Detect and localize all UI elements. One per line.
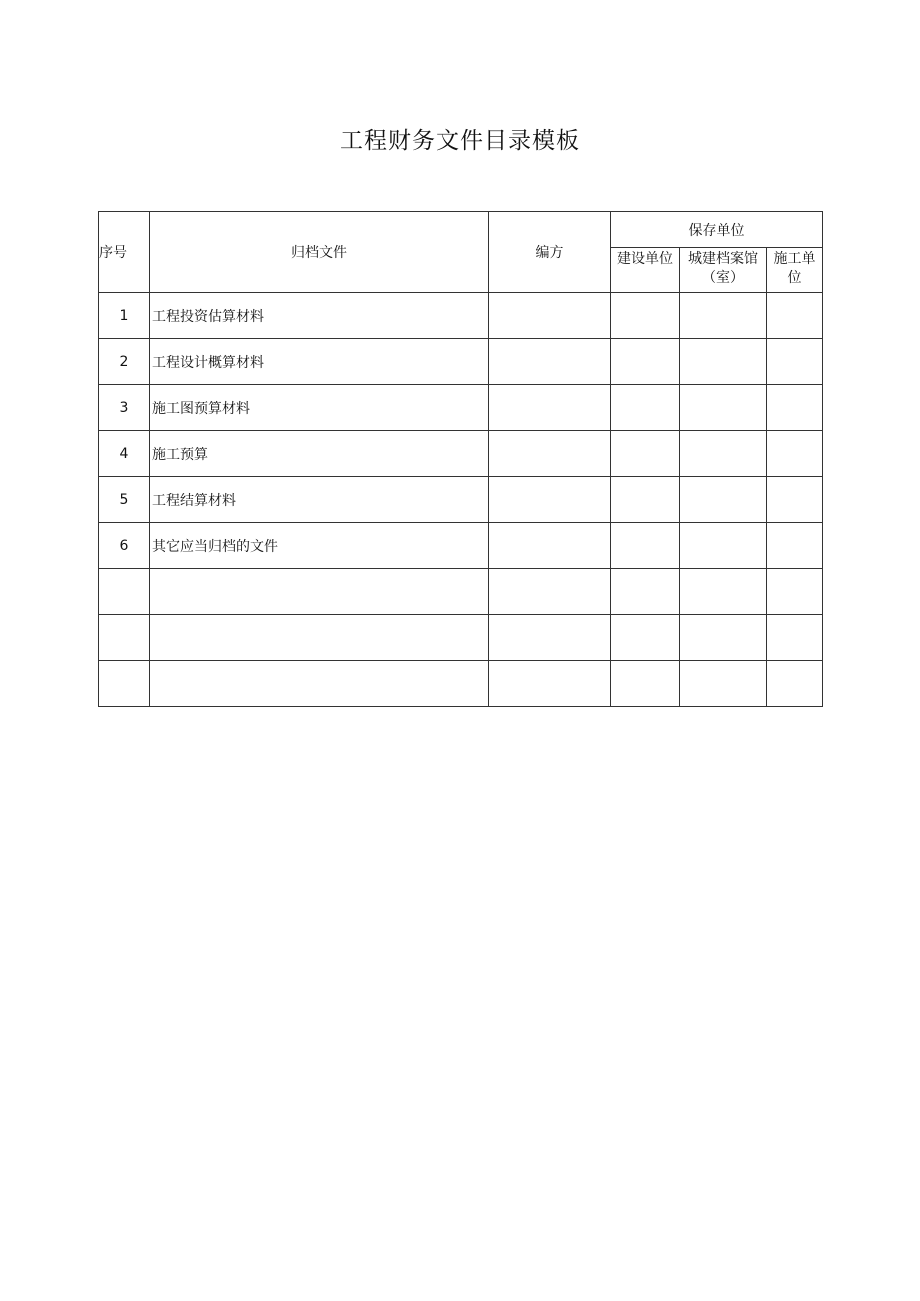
cell-contractor: [767, 615, 823, 661]
cell-contractor: [767, 339, 823, 385]
cell-construction-unit: [611, 385, 680, 431]
cell-seq: [99, 661, 150, 707]
cell-document: 施工图预算材料: [150, 385, 489, 431]
table-row: [99, 523, 823, 569]
table-row: [99, 339, 823, 385]
cell-contractor: [767, 523, 823, 569]
cell-compiler: [489, 615, 611, 661]
cell-construction-unit: [611, 615, 680, 661]
cell-compiler: [489, 477, 611, 523]
cell-contractor: [767, 477, 823, 523]
header-city-archive: 城建档案馆（室）: [680, 248, 767, 293]
table-row: [99, 293, 823, 339]
cell-city-archive: [680, 339, 767, 385]
cell-document: [150, 569, 489, 615]
cell-document: 其它应当归档的文件: [150, 523, 489, 569]
cell-city-archive: [680, 523, 767, 569]
cell-construction-unit: [611, 431, 680, 477]
header-document: 归档文件: [150, 212, 489, 293]
cell-document: [150, 615, 489, 661]
table-row: [99, 569, 823, 615]
cell-construction-unit: [611, 523, 680, 569]
cell-contractor: [767, 569, 823, 615]
table-row: [99, 615, 823, 661]
header-seq: 序号: [99, 212, 150, 293]
cell-seq: 3: [99, 385, 150, 431]
cell-construction-unit: [611, 661, 680, 707]
table-row: [99, 385, 823, 431]
cell-contractor: [767, 661, 823, 707]
cell-compiler: [489, 293, 611, 339]
cell-seq: 6: [99, 523, 150, 569]
cell-document: 工程结算材料: [150, 477, 489, 523]
cell-compiler: [489, 385, 611, 431]
header-storage-unit: 保存单位: [611, 212, 823, 248]
cell-compiler: [489, 661, 611, 707]
header-construction-unit: 建设单位: [611, 248, 680, 293]
cell-compiler: [489, 339, 611, 385]
cell-document: 施工预算: [150, 431, 489, 477]
cell-city-archive: [680, 385, 767, 431]
cell-compiler: [489, 431, 611, 477]
cell-document: 工程投资估算材料: [150, 293, 489, 339]
cell-city-archive: [680, 431, 767, 477]
cell-compiler: [489, 569, 611, 615]
cell-construction-unit: [611, 293, 680, 339]
cell-compiler: [489, 523, 611, 569]
table-header: [99, 212, 823, 293]
cell-city-archive: [680, 569, 767, 615]
table-body: [99, 293, 823, 707]
cell-contractor: [767, 293, 823, 339]
cell-city-archive: [680, 477, 767, 523]
cell-city-archive: [680, 661, 767, 707]
header-contractor: 施工单位: [767, 248, 823, 293]
header-compiler: 编方: [489, 212, 611, 293]
cell-city-archive: [680, 293, 767, 339]
cell-city-archive: [680, 615, 767, 661]
table-row: [99, 661, 823, 707]
cell-seq: 4: [99, 431, 150, 477]
cell-seq: 2: [99, 339, 150, 385]
page-title: 工程财务文件目录模板: [340, 128, 580, 154]
cell-contractor: [767, 431, 823, 477]
cell-document: 工程设计概算材料: [150, 339, 489, 385]
cell-seq: [99, 615, 150, 661]
cell-seq: [99, 569, 150, 615]
cell-contractor: [767, 385, 823, 431]
table-row: [99, 477, 823, 523]
table-row: [99, 431, 823, 477]
cell-document: [150, 661, 489, 707]
file-catalog-table: [98, 211, 823, 707]
cell-construction-unit: [611, 569, 680, 615]
cell-seq: 5: [99, 477, 150, 523]
cell-seq: 1: [99, 293, 150, 339]
cell-construction-unit: [611, 339, 680, 385]
cell-construction-unit: [611, 477, 680, 523]
